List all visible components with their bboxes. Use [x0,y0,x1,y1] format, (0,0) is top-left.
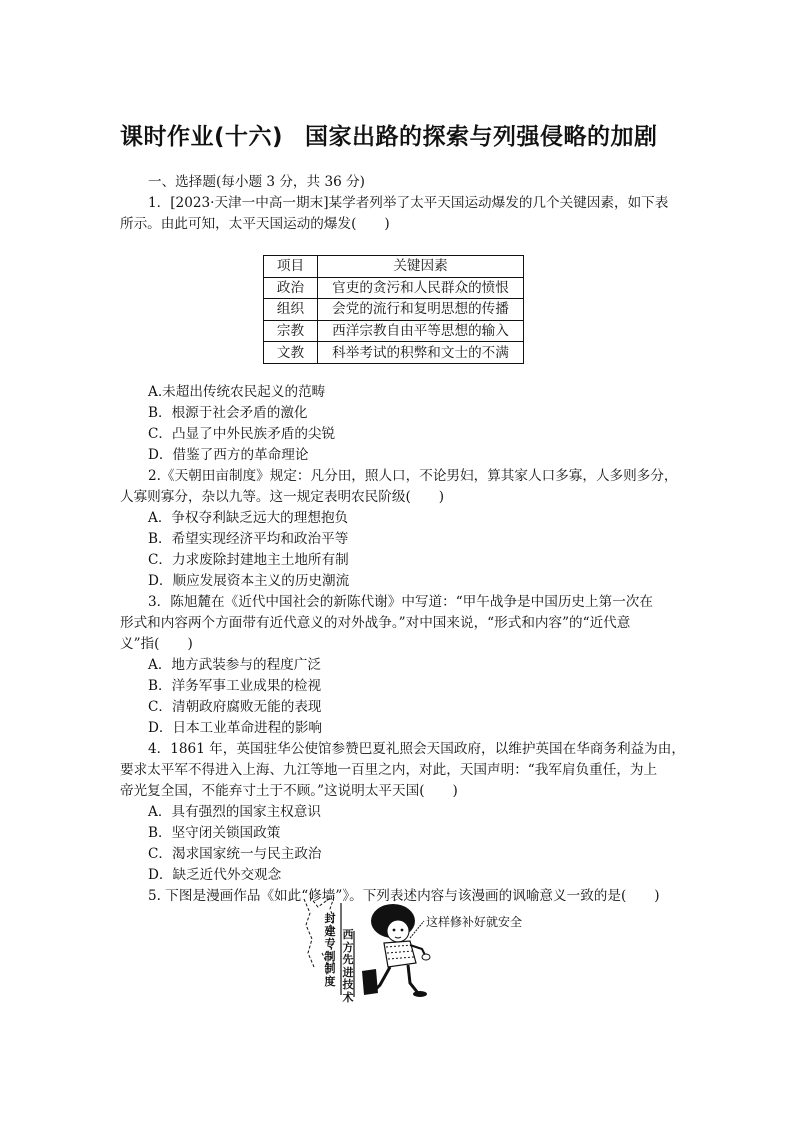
table-row [264,277,524,299]
table-row [264,342,524,364]
q3-stem-text: 义”指( [120,636,160,652]
table-header-row [264,256,524,278]
table-row [264,299,524,321]
q4-stem-line3 [120,781,675,802]
q4-option-b[interactable]: B．坚守闭关锁国政策 [148,825,281,841]
q4-option-c[interactable]: C．渴求国家统一与民主政治 [148,846,322,862]
q5-stem-text: 5. 下图是漫画作品《如此“修墙”》。下列表述内容与该漫画的讽喻意义一致的是( [148,888,627,904]
q1-option-c[interactable]: C．凸显了中外民族矛盾的尖锐 [148,426,336,442]
table-cell: 科举考试的积弊和文士的不满 [318,342,524,364]
q4-option-d[interactable]: D．缺乏近代外交观念 [148,867,282,883]
table-cell: 组织 [264,299,318,321]
comic-image [298,893,533,1004]
title-topic: 国家出路的探索与列强侵略的加剧 [305,124,658,150]
q1-option-a[interactable]: A.未超出传统农民起义的范畴 [148,384,326,400]
q4-stem-text: 帝光复全国，不能弃寸土于不顾。”这说明太平天国( [120,783,425,799]
q1-stem-line1: 1．[2023·天津一中高一期末]某学者列举了太平天国运动爆发的几个关键因素，如下表 [148,195,669,211]
q4-stem-line1: 4．1861 年，英国驻华公使馆参赞巴夏礼照会天国政府，以维护英国在华商务利益为由， [148,741,685,757]
q2-stem-line1: 2.《天朝田亩制度》规定：凡分田，照人口，不论男妇，算其家人口多寡，人多则多分， [148,468,678,484]
section-heading: 一、选择题(每小题 3 分，共 36 分) [148,174,365,190]
patch-label: 西方先进技术 [342,928,354,1004]
q2-stem-text: 人寡则寡分，杂以九等。这一规定表明农民阶级( [120,489,411,505]
table-cell: 会党的流行和复明思想的传播 [318,299,524,321]
q1-stem-text: 所示。由此可知，太平天国运动的爆发( [120,216,357,232]
key-factors-table [263,255,524,364]
page-title [120,118,658,151]
q3-option-b[interactable]: B．洋务军事工业成果的检视 [148,678,322,694]
q2-option-b[interactable]: B．希望实现经济平均和政治平等 [148,531,349,547]
table-cell: 宗教 [264,320,318,342]
worker-figure [362,904,430,997]
q1-stem-line2 [120,214,675,235]
q2-option-a[interactable]: A．争权夺利缺乏远大的理想抱负 [148,510,349,526]
q2-option-c[interactable]: C．力求废除封建地主土地所有制 [148,552,349,568]
title-lesson: 课时作业(十六) [120,124,284,150]
q3-stem-line2: 形式和内容两个方面带有近代意义的对外战争。”对中国来说，“形式和内容”的“近代意 [120,615,631,631]
table-header-cell: 项目 [264,256,318,278]
wall-label: 封建专制制度 [324,912,336,988]
q3-option-d[interactable]: D．日本工业革命进程的影响 [148,720,323,736]
q3-answer-blank[interactable]: ) [187,636,193,652]
table-cell: 政治 [264,277,318,299]
q1-option-d[interactable]: D．借鉴了西方的革命理论 [148,447,309,463]
q3-stem-line1: 3．陈旭麓在《近代中国社会的新陈代谢》中写道：“甲午战争是中国历史上第一次在 [148,594,653,610]
table-row [264,320,524,342]
table-cell: 西洋宗教自由平等思想的输入 [318,320,524,342]
q2-option-d[interactable]: D．顺应发展资本主义的历史潮流 [148,573,350,589]
q1-answer-blank[interactable]: ) [384,216,390,232]
q3-option-a[interactable]: A．地方武装参与的程度广泛 [148,657,321,673]
q2-answer-blank[interactable]: ) [438,489,445,505]
q5-answer-blank[interactable]: ) [654,888,660,904]
table-cell: 文教 [264,342,318,364]
q3-stem-line3 [120,634,675,655]
q4-stem-line2: 要求太平军不得进入上海、九江等地一百里之内，对此，天国声明：“我军肩负重任，为上 [120,762,658,778]
speech-caption: 这样修补好就安全 [426,915,523,929]
q3-option-c[interactable]: C．清朝政府腐败无能的表现 [148,699,322,715]
q2-stem-line2 [120,487,675,508]
q4-answer-blank[interactable]: ) [452,783,458,799]
table-header-cell: 关键因素 [318,256,524,278]
q1-option-b[interactable]: B．根源于社会矛盾的激化 [148,405,308,421]
table-cell: 官吏的贪污和人民群众的愤恨 [318,277,524,299]
q4-option-a[interactable]: A．具有强烈的国家主权意识 [148,804,321,820]
